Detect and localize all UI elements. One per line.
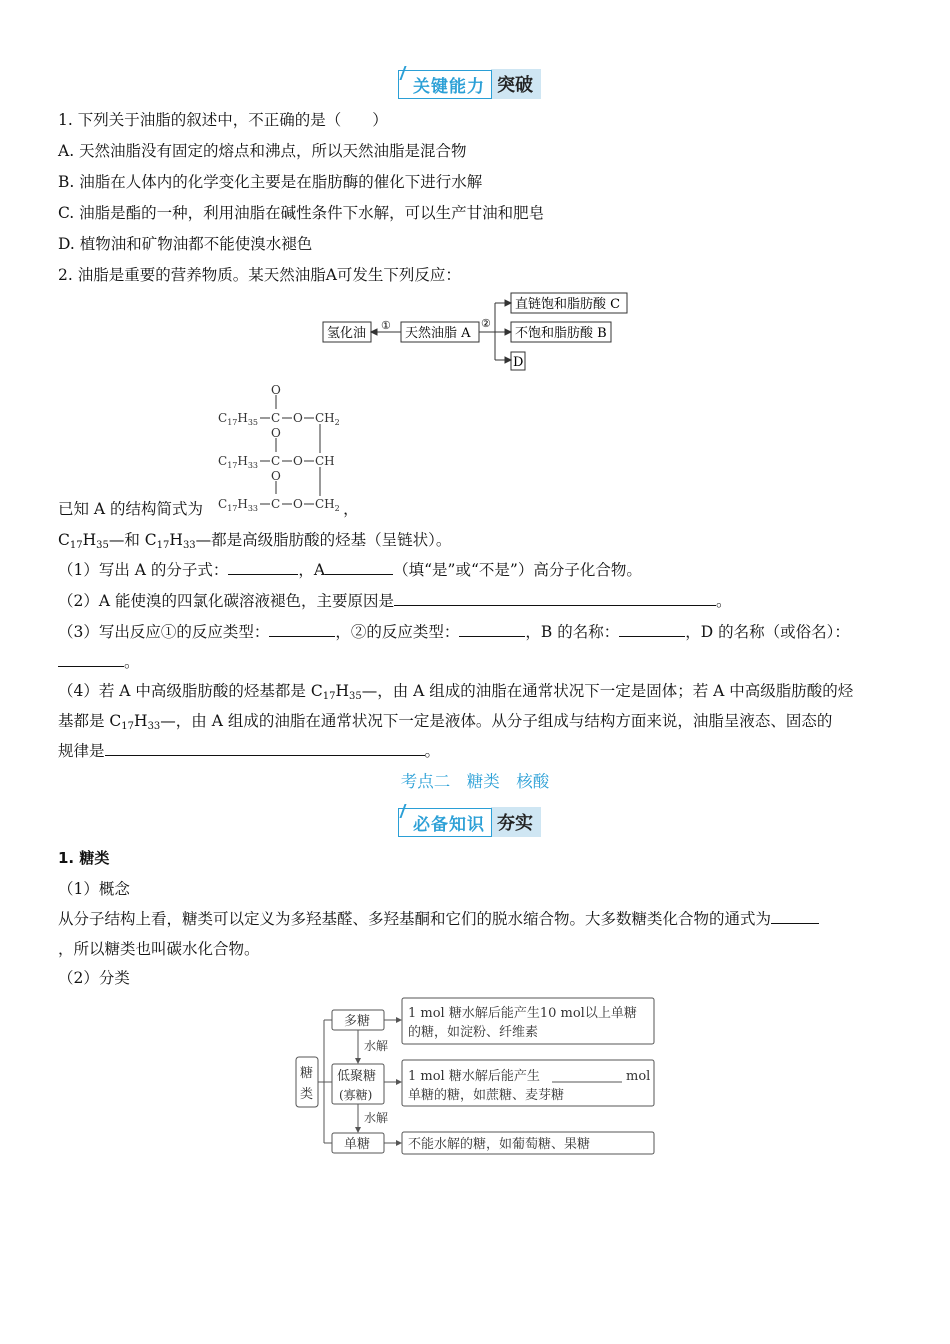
banner-key-ability: [398, 71, 541, 97]
node-oligo-alt: (寡糖): [339, 1088, 373, 1102]
q1-option-d: D. 植物油和矿物油都不能使溴水褪色: [58, 235, 313, 253]
banner-essential-knowledge: [398, 809, 541, 835]
q1-option-b: B. 油脂在人体内的化学变化主要是在脂肪酶的催化下进行水解: [58, 173, 483, 191]
scheme-prod-c: 直链饱和脂肪酸 C: [515, 297, 621, 312]
poly-desc-2: 的糖，如淀粉、纤维素: [408, 1025, 539, 1040]
struct-r3: $C_{17}H_{33}$: [218, 497, 259, 513]
struct-c-3: C: [271, 497, 281, 511]
struct-o-1: O: [271, 383, 281, 397]
answer-blank[interactable]: [619, 622, 685, 637]
answer-blank[interactable]: [58, 652, 124, 667]
banner-tag: 必备知识: [398, 808, 492, 837]
sugar-heading: 1. 糖类: [58, 849, 110, 867]
answer-blank[interactable]: [459, 622, 525, 637]
oligo-desc-1b: mol: [626, 1069, 651, 1084]
struct-ch-mid: CH: [315, 454, 335, 468]
scheme-fat: 天然油脂 A: [405, 326, 471, 341]
concept-text-cont: ，所以糖类也叫碳水化合物。: [58, 940, 260, 958]
struct-r1: $C_{17}H_{35}$: [218, 411, 259, 427]
section-title: 考点二 糖类 核酸: [400, 772, 550, 791]
concept-label: （1）概念: [58, 880, 130, 898]
answer-blank[interactable]: [105, 741, 425, 756]
struct-r2: $C_{17}H_{33}$: [218, 454, 259, 470]
struct-ch2-top: $CH_2$: [315, 411, 340, 427]
q1-stem: 1. 下列关于油脂的叙述中，不正确的是（ ）: [58, 111, 388, 129]
answer-blank[interactable]: [228, 560, 298, 575]
oligo-desc-2: 单糖的糖，如蔗糖、麦芽糖: [408, 1088, 565, 1103]
q2-radicals: $C_{17}H_{35}—$和 $C_{17}H_{33}—$都是高级脂肪酸的烃基（呈链状）。: [58, 531, 452, 551]
root-char-2: 类: [300, 1087, 314, 1102]
q2-part3: （3）写出反应①的反应类型： ，②的反应类型： ，B 的名称： ，D 的名称（或俗名）：: [58, 623, 850, 641]
scheme-hydro: 氢化油: [327, 326, 367, 341]
struct-o-link-3: O: [293, 497, 303, 511]
banner-tag: 关键能力: [398, 70, 492, 99]
q2-part4-line3: 规律是 。: [58, 742, 441, 760]
q1-option-a: A. 天然油脂没有固定的熔点和沸点，所以天然油脂是混合物: [58, 142, 467, 160]
struct-o-link-1: O: [293, 411, 303, 425]
struct-c-1: C: [271, 411, 281, 425]
answer-blank[interactable]: [325, 560, 393, 575]
q1-option-c: C. 油脂是酯的一种，利用油脂在碱性条件下水解，可以生产甘油和肥皂: [58, 204, 545, 222]
oligo-desc-1: 1 mol 糖水解后能产生: [408, 1069, 540, 1084]
sugar-classification-diagram: [294, 994, 658, 1158]
mono-desc: 不能水解的糖，如葡萄糖、果糖: [408, 1137, 591, 1152]
scheme-prod-d: D: [513, 355, 524, 370]
node-monosaccharide: 单糖: [344, 1137, 371, 1152]
q2-part4-line2: 基都是 $C_{17}H_{33}—$，由 A 组成的油脂在通常状况下一定是液体。从分子组成与结构方面来说，油脂呈液态、固态的: [58, 712, 833, 732]
q2-stem: 2. 油脂是重要的营养物质。某天然油脂A可发生下列反应：: [58, 266, 461, 284]
scheme-step2: ②: [481, 317, 491, 330]
banner-rest: 突破: [491, 69, 541, 99]
poly-desc-1: 1 mol 糖水解后能产生10 mol以上单糖: [408, 1006, 637, 1021]
struct-ch2-bottom: $CH_2$: [315, 497, 340, 513]
answer-blank[interactable]: [269, 622, 335, 637]
answer-blank[interactable]: [771, 909, 819, 924]
q2-known-structure: 已知 A 的结构简式为 ，: [58, 500, 359, 518]
struct-o-link-2: O: [293, 454, 303, 468]
scheme-step1: ①: [381, 319, 391, 332]
q2-part4-line1: （4）若 A 中高级脂肪酸的烃基都是 $C_{17}H_{35}—$，由 A 组成的油脂在通常状况下一定是固体；若 A 中高级脂肪酸的烃: [58, 682, 854, 702]
q2-part2: （2）A 能使溴的四氯化碳溶液褪色，主要原因是 。: [58, 592, 732, 610]
q2-part1: （1）写出 A 的分子式： ，A （填“是”或“不是”）高分子化合物。: [58, 561, 642, 579]
struct-o-3: O: [271, 469, 281, 483]
scheme-prod-b: 不饱和脂肪酸 B: [515, 326, 607, 341]
reaction-scheme: [315, 290, 635, 374]
classification-label: （2）分类: [58, 969, 130, 987]
hydrolysis-label-1: 水解: [364, 1039, 389, 1053]
root-char-1: 糖: [300, 1066, 314, 1081]
hydrolysis-label-2: 水解: [364, 1111, 389, 1125]
concept-text: 从分子结构上看，糖类可以定义为多羟基醛、多羟基酮和它们的脱水缩合物。大多数糖类化合物的通式为: [58, 907, 819, 929]
node-oligosaccharide: 低聚糖: [337, 1069, 377, 1084]
node-polysaccharide: 多糖: [344, 1014, 371, 1029]
struct-o-2: O: [271, 426, 281, 440]
struct-c-2: C: [271, 454, 281, 468]
q2-part3-cont: 。: [58, 650, 140, 672]
banner-rest: 夯实: [491, 807, 541, 837]
answer-blank[interactable]: [394, 591, 716, 606]
